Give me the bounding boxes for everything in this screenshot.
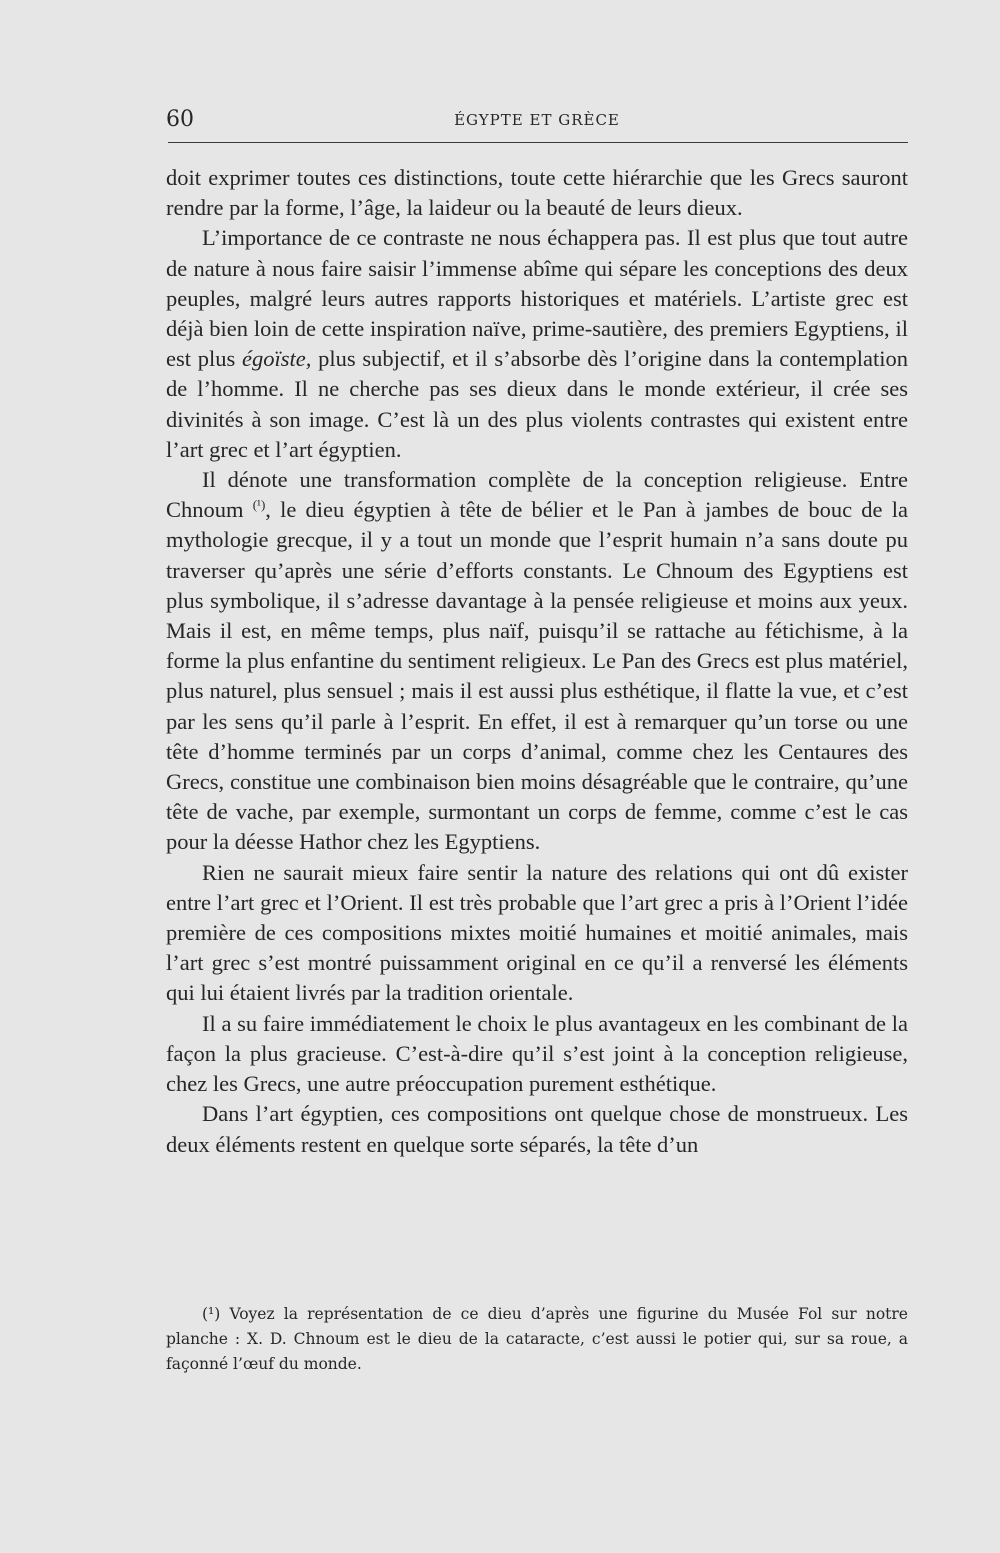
footnote-reference: (¹) <box>252 497 266 513</box>
footnote-text: Voyez la représentation de ce dieu d’après une figurine du Musée Fol sur notre planche : X. D. Chnoum est le dieu de la cataracte, c’est aussi le potier qui, sur sa roue, a façonné l’œuf du monde. <box>166 1305 908 1373</box>
paragraph-text: Dans l’art égyptien, ces compositions ont quelque chose de monstrueux. Les deux éléments restent en quelque sorte séparés, la tête d’un <box>166 1101 908 1157</box>
body-text <box>166 163 908 1160</box>
paragraph-1 <box>166 163 908 223</box>
paragraph-text: plus subjectif, et il s’absorbe dès l’origine dans la contemplation de l’homme. Il ne cherche pas ses dieux dans le monde extérieur, il crée ses divinités à son image. C’est là un des plus violents contrastes qui existent entre l’art grec et l’art égyptien. <box>166 346 908 462</box>
running-title: ÉGYPTE ET GRÈCE <box>454 111 620 129</box>
paragraph-text: doit exprimer toutes ces distinctions, toute cette hiérarchie que les Grecs sauront rendre par la forme, l’âge, la laideur ou la beauté de leurs dieux. <box>166 165 908 221</box>
paragraph-4 <box>166 858 908 1009</box>
paragraph-text: , le dieu égyptien à tête de bélier et le Pan à jambes de bouc de la mythologie grecque, il y a tout un monde que l’esprit humain n’a sans doute pu traverser qu’après une série d’efforts constants. Le Chnoum des Egyptiens est plus symbolique, il s’adresse davantage à la pensée religieuse et moins aux yeux. Mais il est, en même temps, plus naïf, puisqu’il se rattache au fétichisme, à la forme la plus enfantine du sentiment religieux. Le Pan des Grecs est plus matériel, plus naturel, plus sensuel ; mais il est aussi plus esthétique, il flatte la vue, et c’est par les sens qu’il parle à l’esprit. En effet, il est à remarquer qu’un torse ou une tête d’homme terminés par un corps d’animal, comme chez les Centaures des Grecs, constitue une combinaison bien moins désagréable que le contraire, qu’une tête de vache, par exemple, surmontant un corps de femme, comme c’est le cas pour la déesse Hathor chez les Egyptiens. <box>166 497 908 855</box>
paragraph-text: Rien ne saurait mieux faire sentir la nature des relations qui ont dû exister entre l’art grec et l’Orient. Il est très probable que l’art grec a pris à l’Orient l’idée première de ces compositions mixtes moitié humaines et moitié animales, mais l’art grec s’est montré puissamment original en ce qu’il a renversé les éléments qui lui étaient livrés par la tradition orientale. <box>166 859 908 1006</box>
paragraph-2 <box>166 223 908 465</box>
paragraph-5 <box>166 1009 908 1100</box>
paragraph-text: Il a su faire immédiatement le choix le plus avantageux en les combinant de la façon la plus gracieuse. C’est-à-dire qu’il s’est joint à la conception religieuse, chez les Grecs, une autre préoccupation purement esthétique. <box>166 1010 908 1097</box>
footnote <box>166 1302 908 1377</box>
paragraph-text: Il dénote une transformation complète de la conception religieuse. Entre Chnoum <box>166 467 908 523</box>
paragraph-3 <box>166 465 908 858</box>
paragraph-6 <box>166 1099 908 1159</box>
page-number: 60 <box>166 107 194 132</box>
paragraph-text: L’importance de ce contraste ne nous échappera pas. Il est plus que tout autre de nature à nous faire saisir l’immense abîme qui sépare les conceptions des deux peuples, malgré leurs autres rapports historiques et matériels. L’artiste grec est déjà bien loin de cette inspiration naïve, prime-sautière, des premiers Egyptiens, il est plus <box>166 225 908 372</box>
header-rule <box>168 142 908 143</box>
italic-word: égoïste, <box>241 346 312 372</box>
footnote-mark: (¹) <box>202 1305 221 1323</box>
running-head <box>166 104 908 136</box>
